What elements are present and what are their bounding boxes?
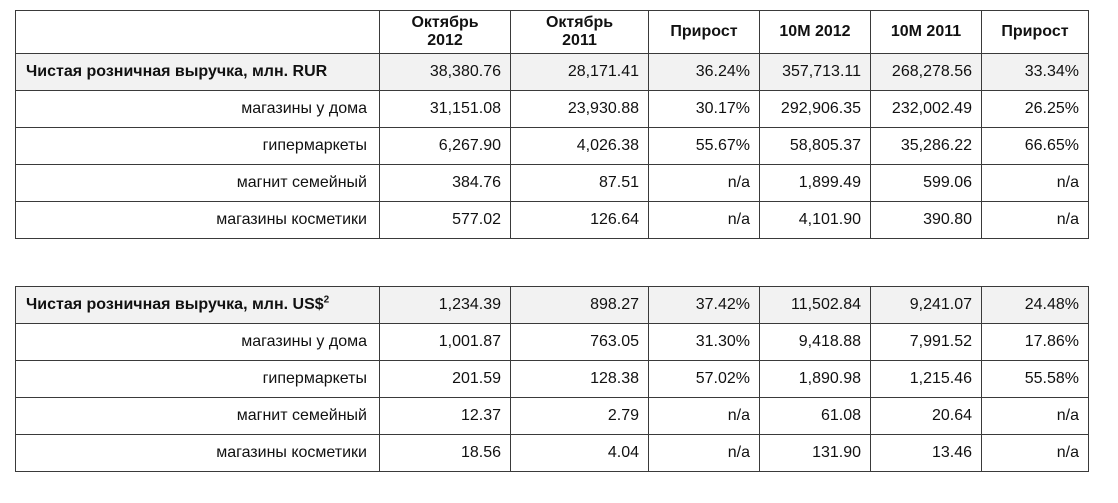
cell-value: 4,026.38 <box>511 128 649 165</box>
cell-value: 898.27 <box>511 287 649 324</box>
table-row <box>16 435 1089 472</box>
cell-value: 390.80 <box>871 202 982 239</box>
cell-value: 11,502.84 <box>760 287 871 324</box>
cell-value: 357,713.11 <box>760 54 871 91</box>
cell-value: 599.06 <box>871 165 982 202</box>
cell-value: 38,380.76 <box>380 54 511 91</box>
header-row <box>16 11 1089 54</box>
header-growth-month: Прирост <box>649 11 760 54</box>
cell-value: 31.30% <box>649 324 760 361</box>
row-label: гипермаркеты <box>16 361 380 398</box>
cell-value: n/a <box>649 202 760 239</box>
cell-value: 35,286.22 <box>871 128 982 165</box>
cell-value: 268,278.56 <box>871 54 982 91</box>
cell-value: 4,101.90 <box>760 202 871 239</box>
cell-value: 37.42% <box>649 287 760 324</box>
cell-value: 55.67% <box>649 128 760 165</box>
table-row <box>16 91 1089 128</box>
cell-value: 292,906.35 <box>760 91 871 128</box>
revenue-table-rur <box>15 10 1089 239</box>
table-row <box>16 128 1089 165</box>
cell-value: 126.64 <box>511 202 649 239</box>
header-october-2012 <box>380 11 511 54</box>
cell-value: 1,215.46 <box>871 361 982 398</box>
table-row <box>16 165 1089 202</box>
cell-value: 26.25% <box>982 91 1089 128</box>
cell-value: 2.79 <box>511 398 649 435</box>
cell-value: 17.86% <box>982 324 1089 361</box>
cell-value: n/a <box>649 165 760 202</box>
cell-value: 1,890.98 <box>760 361 871 398</box>
revenue-table-usd <box>15 286 1089 472</box>
table-row <box>16 398 1089 435</box>
cell-value: 384.76 <box>380 165 511 202</box>
header-october-2011 <box>511 11 649 54</box>
cell-value: 61.08 <box>760 398 871 435</box>
cell-value: n/a <box>982 435 1089 472</box>
cell-value: 87.51 <box>511 165 649 202</box>
cell-value: n/a <box>982 398 1089 435</box>
cell-value: 23,930.88 <box>511 91 649 128</box>
row-label: магнит семейный <box>16 165 380 202</box>
cell-value: n/a <box>649 398 760 435</box>
cell-value: 31,151.08 <box>380 91 511 128</box>
cell-value: 36.24% <box>649 54 760 91</box>
row-label: магазины косметики <box>16 435 380 472</box>
cell-value: 57.02% <box>649 361 760 398</box>
row-label: магнит семейный <box>16 398 380 435</box>
table-row <box>16 324 1089 361</box>
table-row <box>16 202 1089 239</box>
header-growth-10m: Прирост <box>982 11 1089 54</box>
table-row <box>16 361 1089 398</box>
cell-value: 33.34% <box>982 54 1089 91</box>
cell-value: 232,002.49 <box>871 91 982 128</box>
header-text: 2011 <box>562 32 597 49</box>
header-text: Октябрь <box>545 14 614 31</box>
header-10m-2011: 10M 2011 <box>871 11 982 54</box>
footnote-marker: 2 <box>323 294 330 306</box>
cell-value: n/a <box>649 435 760 472</box>
cell-value: 6,267.90 <box>380 128 511 165</box>
cell-value: n/a <box>982 165 1089 202</box>
cell-value: 30.17% <box>649 91 760 128</box>
cell-value: 9,418.88 <box>760 324 871 361</box>
row-label: магазины у дома <box>16 91 380 128</box>
header-empty-cell <box>16 11 380 54</box>
header-10m-2012: 10M 2012 <box>760 11 871 54</box>
row-label: гипермаркеты <box>16 128 380 165</box>
cell-value: 55.58% <box>982 361 1089 398</box>
row-label: магазины косметики <box>16 202 380 239</box>
cell-value: 201.59 <box>380 361 511 398</box>
cell-value: 131.90 <box>760 435 871 472</box>
cell-value: 9,241.07 <box>871 287 982 324</box>
row-label <box>16 287 380 324</box>
cell-value: 1,899.49 <box>760 165 871 202</box>
cell-value: 66.65% <box>982 128 1089 165</box>
cell-value: 20.64 <box>871 398 982 435</box>
cell-value: 4.04 <box>511 435 649 472</box>
row-label: магазины у дома <box>16 324 380 361</box>
total-row-usd <box>16 287 1089 324</box>
cell-value: 28,171.41 <box>511 54 649 91</box>
cell-value: 128.38 <box>511 361 649 398</box>
row-label-text: Чистая розничная выручка, млн. US$ <box>26 296 324 313</box>
cell-value: 18.56 <box>380 435 511 472</box>
cell-value: 1,234.39 <box>380 287 511 324</box>
total-row-rur <box>16 54 1089 91</box>
header-text: 2012 <box>427 32 463 49</box>
header-text: Октябрь <box>411 14 479 31</box>
cell-value: 24.48% <box>982 287 1089 324</box>
cell-value: 7,991.52 <box>871 324 982 361</box>
row-label: Чистая розничная выручка, млн. RUR <box>16 54 380 91</box>
cell-value: 58,805.37 <box>760 128 871 165</box>
cell-value: n/a <box>982 202 1089 239</box>
cell-value: 1,001.87 <box>380 324 511 361</box>
cell-value: 763.05 <box>511 324 649 361</box>
cell-value: 577.02 <box>380 202 511 239</box>
cell-value: 12.37 <box>380 398 511 435</box>
cell-value: 13.46 <box>871 435 982 472</box>
